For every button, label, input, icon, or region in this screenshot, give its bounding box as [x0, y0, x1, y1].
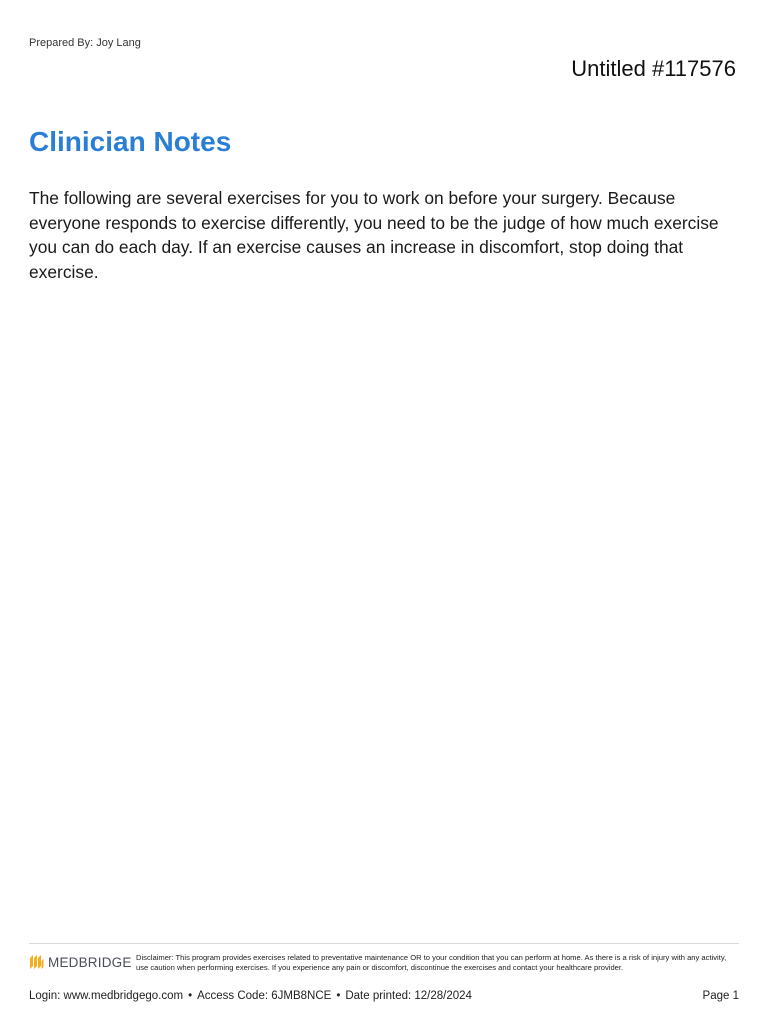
medbridge-logo-icon: [29, 954, 44, 970]
logo-stroke-3: [38, 955, 41, 969]
clinician-notes-body: The following are several exercises for you to work on before your surgery. Because everyone responds to exercise differently, you need to be the judge of how much exercise you can do each day. If an exercise causes an increase in discomfort, stop doing that exercise.: [29, 188, 719, 282]
footer-separator: •: [188, 990, 193, 1002]
disclaimer-text: Disclaimer: This program provides exercises related to preventative maintenance OR to your condition that you can perform at home. As there is a risk of injury with any activity, use caution when performing exercises. If you experience any pain or discomfort, discontinue the exercises and contact your healthcare provider.: [136, 953, 727, 973]
footer-divider: [29, 943, 739, 944]
clinician-notes-heading: Clinician Notes: [29, 126, 232, 157]
logo-stroke-1: [30, 955, 33, 969]
login-url: Login: www.medbridgego.com: [29, 990, 184, 1002]
access-code: Access Code: 6JMB8NCE: [197, 990, 332, 1002]
page-number: Page 1: [702, 990, 739, 1002]
footer-info: [29, 990, 472, 1002]
document-title: Untitled #117576: [571, 56, 736, 81]
date-printed: Date printed: 12/28/2024: [345, 990, 472, 1002]
medbridge-brand: [29, 954, 132, 970]
brand-name: MEDBRIDGE: [48, 954, 132, 970]
logo-stroke-4: [42, 959, 44, 969]
footer-separator: •: [336, 990, 341, 1002]
prepared-by: Prepared By: Joy Lang: [29, 37, 141, 49]
logo-stroke-2: [34, 955, 37, 969]
